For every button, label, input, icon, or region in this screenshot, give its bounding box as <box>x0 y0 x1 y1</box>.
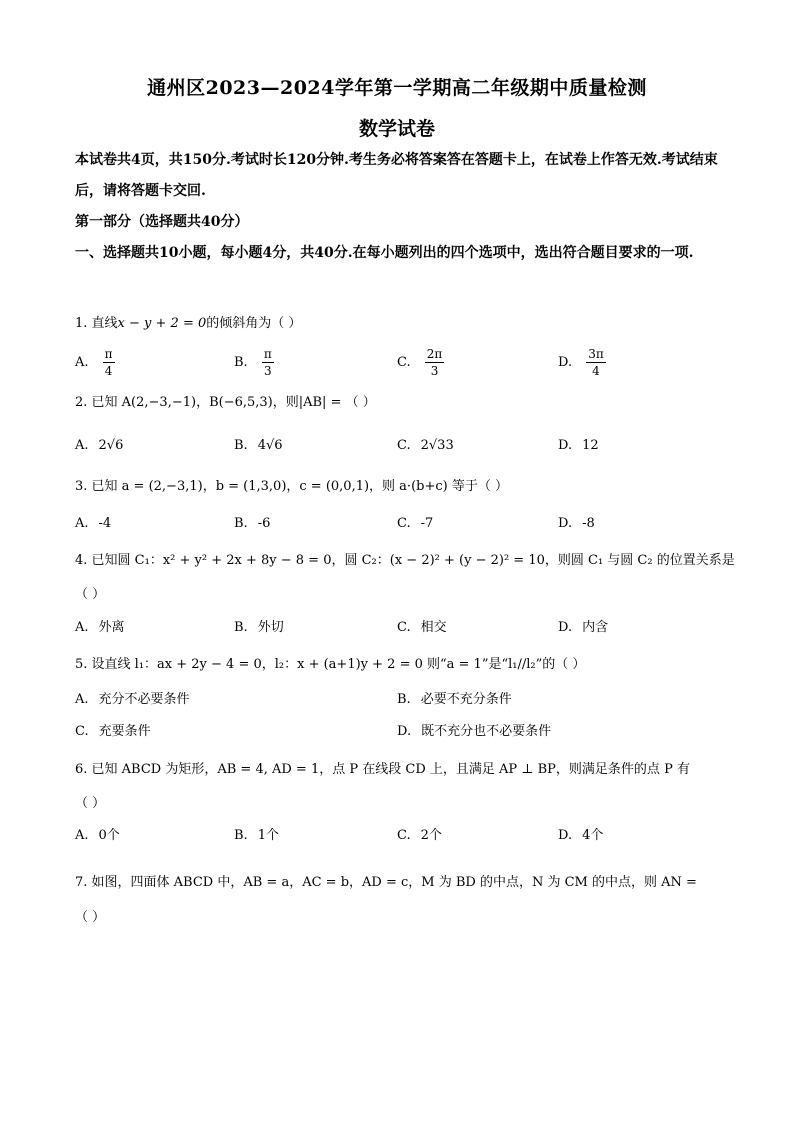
question-4-stem-cont: （ ） <box>75 587 106 602</box>
option-fraction: $\frac{\pi}{4}$ <box>104 347 113 378</box>
instructions: 本试卷共4页，共150分.考试时长120分钟.考生务必将答案答在答题卡上，在试卷上作答无效.考试结束后，请将答题卡交回. <box>75 152 718 199</box>
question-3-option-c[interactable]: C. -7 <box>397 516 434 531</box>
exam-title: 通州区2023—2024学年第一学期高二年级期中质量检测 <box>147 77 647 99</box>
question-2-option-a[interactable]: A. 2√6 <box>75 438 124 453</box>
question-6-option-d[interactable]: D. 4个 <box>558 828 604 843</box>
exam-subtitle: 数学试卷 <box>358 118 435 140</box>
option-fraction: $\frac{\pi}{3}$ <box>263 347 272 378</box>
option-fraction: $\frac{2\pi}{3}$ <box>426 347 443 378</box>
option-label: D. <box>558 355 573 370</box>
question-1-option-a[interactable] <box>75 346 115 379</box>
question-6-option-a[interactable]: A. 0个 <box>75 828 120 843</box>
question-6-stem-cont: （ ） <box>75 796 106 811</box>
question-3-option-d[interactable]: D. -8 <box>558 516 595 531</box>
question-2-stem: 2. 已知 A(2,−3,−1)，B(−6,5,3)，则|AB| = （ ） <box>75 395 376 410</box>
question-4-option-c[interactable]: C. 相交 <box>397 620 447 635</box>
question-1-pre: 1. 直线 <box>75 316 118 331</box>
option-fraction: $\frac{3\pi}{4}$ <box>588 347 604 378</box>
question-5-stem: 5. 设直线 l₁：ax + 2y − 4 = 0，l₂：x + (a+1)y + 2 = 0 则“a = 1”是“l₁//l₂”的（ ） <box>75 657 586 672</box>
question-6-stem: 6. 已知 ABCD 为矩形，AB = 4, AD = 1，点 P 在线段 CD 上，且满足 AP ⊥ BP，则满足条件的点 P 有 <box>75 762 690 777</box>
question-4-option-b[interactable]: B. 外切 <box>234 620 284 635</box>
question-6-option-c[interactable]: C. 2个 <box>397 828 442 843</box>
question-5-option-b[interactable]: B. 必要不充分条件 <box>397 692 512 707</box>
section-heading: 一、选择题共10小题，每小题4分，共40分.在每小题列出的四个选项中，选出符合题目要求的一项. <box>75 245 694 261</box>
question-4-stem: 4. 已知圆 C₁：x² + y² + 2x + 8y − 8 = 0，圆 C₂：(x − 2)² + (y − 2)² = 10，则圆 C₁ 与圆 C₂ 的位置关系是 <box>75 553 735 568</box>
question-1-option-b[interactable] <box>234 346 274 379</box>
question-5-option-a[interactable]: A. 充分不必要条件 <box>75 692 190 707</box>
question-7-stem-cont: （ ） <box>75 910 106 925</box>
question-1-option-c[interactable] <box>397 346 444 379</box>
question-3-option-a[interactable]: A. -4 <box>75 516 112 531</box>
question-7-stem: 7. 如图，四面体 ABCD 中，AB = a，AC = b，AD = c，M 为 BD 的中点，N 为 CM 的中点，则 AN = <box>75 875 697 890</box>
question-1-stem <box>75 314 301 334</box>
question-2-option-d[interactable]: D. 12 <box>558 438 599 453</box>
question-5-option-d[interactable]: D. 既不充分也不必要条件 <box>397 724 552 739</box>
question-3-option-b[interactable]: B. -6 <box>234 516 271 531</box>
option-label: C. <box>397 355 411 370</box>
question-1-post: 的倾斜角为（ ） <box>206 316 302 331</box>
question-6-option-b[interactable]: B. 1个 <box>234 828 279 843</box>
option-label: A. <box>75 355 89 370</box>
question-5-option-c[interactable]: C. 充要条件 <box>75 724 151 739</box>
question-1-math: x − y + 2 = 0 <box>117 316 207 331</box>
question-4-option-a[interactable]: A. 外离 <box>75 620 125 635</box>
part-heading: 第一部分（选择题共40分） <box>75 214 249 230</box>
question-1-option-d[interactable] <box>558 346 606 379</box>
question-3-stem: 3. 已知 a = (2,−3,1)，b = (1,3,0)，c = (0,0,1)，则 a·(b+c) 等于（ ） <box>75 479 508 494</box>
question-2-option-c[interactable]: C. 2√33 <box>397 438 454 453</box>
question-4-option-d[interactable]: D. 内含 <box>558 620 609 635</box>
option-label: B. <box>234 355 248 370</box>
question-2-option-b[interactable]: B. 4√6 <box>234 438 283 453</box>
